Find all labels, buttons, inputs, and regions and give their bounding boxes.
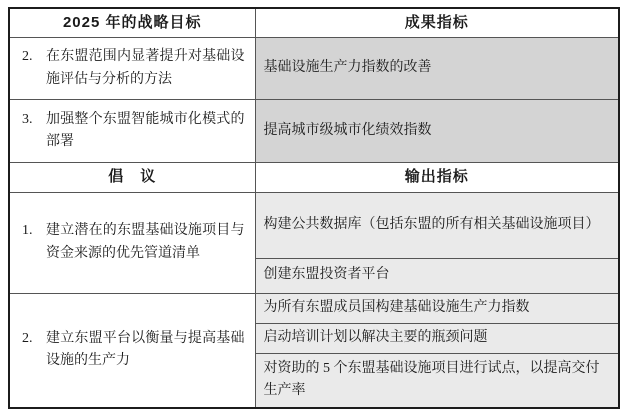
table-row [9, 293, 619, 323]
output-indicator-cell: 为所有东盟成员国构建基础设施生产力指数 [255, 293, 619, 323]
list-number: 2. [22, 49, 33, 65]
strategic-goal-cell [9, 100, 255, 163]
initiative-text: 建立潜在的东盟基础设施项目与资金来源的优先管道清单 [46, 222, 245, 261]
initiative-text: 建立东盟平台以衡量与提高基础设施的生产力 [46, 330, 245, 369]
strategic-goal-text: 加强整个东盟智能城市化模式的部署 [46, 111, 245, 150]
section2-header-row [9, 163, 619, 192]
table-row [9, 192, 619, 258]
outcome-indicator-cell: 提高城市级城市化绩效指数 [255, 100, 619, 163]
initiative-cell [9, 192, 255, 293]
strategic-goal-cell [9, 38, 255, 100]
section2-header-left: 倡 议 [9, 163, 255, 192]
list-number: 2. [22, 330, 33, 346]
initiative-cell [9, 293, 255, 408]
output-indicator-cell: 创建东盟投资者平台 [255, 258, 619, 293]
strategy-table [8, 7, 620, 409]
table-row [9, 100, 619, 163]
output-indicator-cell: 构建公共数据库（包括东盟的所有相关基础设施项目） [255, 192, 619, 258]
strategic-goal-text: 在东盟范围内显著提升对基础设施评估与分析的方法 [46, 49, 245, 87]
outcome-indicator-cell: 基础设施生产力指数的改善 [255, 38, 619, 100]
table-row [9, 38, 619, 100]
section2-header-right: 输出指标 [255, 163, 619, 192]
list-number: 1. [22, 222, 33, 238]
section1-header-row [9, 8, 619, 38]
output-indicator-cell: 对资助的 5 个东盟基础设施项目进行试点，以提高交付生产率 [255, 353, 619, 408]
section1-header-right: 成果指标 [255, 8, 619, 38]
output-indicator-cell: 启动培训计划以解决主要的瓶颈问题 [255, 323, 619, 353]
list-number: 3. [22, 111, 33, 127]
section1-header-left: 2025 年的战略目标 [9, 8, 255, 38]
